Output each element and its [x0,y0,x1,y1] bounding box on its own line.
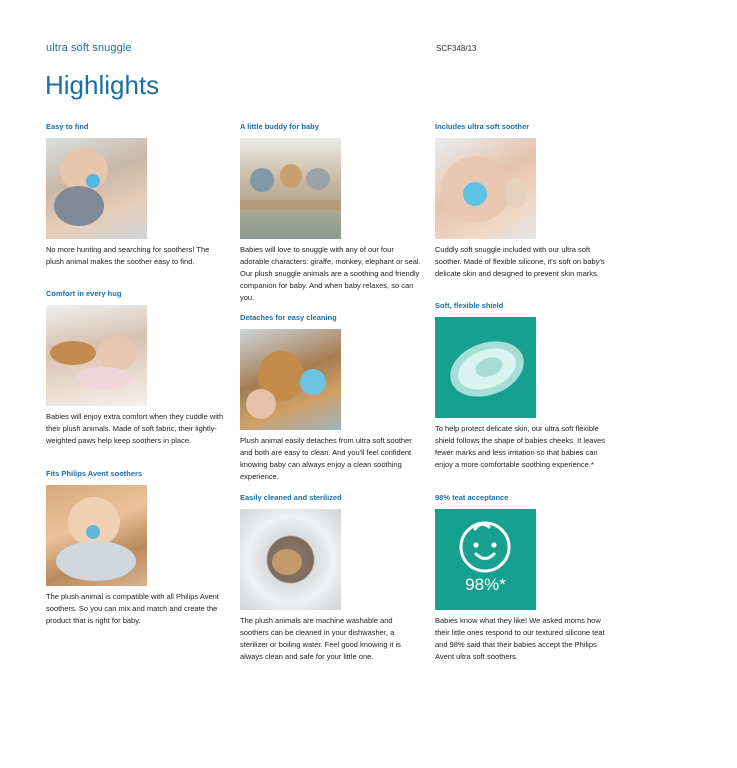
feature-title: Includes ultra soft soother [435,122,530,131]
acceptance-badge [435,509,536,610]
washing-machine-photo [240,509,341,610]
feature-title: Easily cleaned and sterilized [240,493,342,502]
feature-text: The plush animal is compatible with all Philips Avent soothers. So you can mix and match and create the product that is right for baby. [46,592,219,625]
product-name: ultra soft snuggle [46,42,132,54]
feature-text: To help protect delicate skin, our ultra soft flexible shield follows the shape of babies cheeks. It leaves fewer marks and less irritation so that babies can enjoy a more comfortable soothing experience.* [435,424,606,469]
feature-title: Fits Philips Avent soothers [46,469,143,478]
baby-cuddling-photo [46,305,147,406]
feature-text: No more hunting and searching for soothers! The plush animal makes the soother easy to find. [46,245,210,266]
feature-cleaned [240,493,422,663]
percent-label: 98%* [465,575,506,594]
feature-text: The plush animals are machine washable and soothers can be cleaned in your dishwasher, a sterilizer or boiling water. Feel good knowing it is always clean and safe for your little one. [240,616,401,661]
plush-animals-photo [240,138,341,239]
feature-title: Soft, flexible shield [435,301,504,310]
feature-text: Babies know what they like! We asked moms how their little ones respond to our textured silicone teat and 98% said that their babies accept the Philips Avent ultra soft soothers. [435,616,605,661]
feature-text: Babies will enjoy extra comfort when they cuddle with their plush animals. Made of soft fabric, their lightly-weighted paws help keep soothers in place. [46,412,224,445]
feature-detaches [240,313,422,483]
feature-text: Plush animal easily detaches from ultra soft soother and both are easy to clean. And you'll feel confident knowing baby can always enjoy a clean soothing experience. [240,436,412,481]
feature-title: 98% teat acceptance [435,493,509,502]
feature-title: Detaches for easy cleaning [240,313,337,322]
feature-text: Cuddly soft snuggle included with our ultra soft soother. Made of flexible silicone, it's soft on baby's delicate skin and designed to prevent skin marks. [435,245,605,278]
baby-with-plush-photo [46,138,147,239]
feature-little-buddy [240,122,422,304]
feature-flexible-shield [435,301,617,471]
feature-title: Comfort in every hug [46,289,122,298]
baby-with-soother-photo [435,138,536,239]
product-code: SCF348/13 [436,44,477,53]
page-title: Highlights [45,70,160,100]
feature-title: A little buddy for baby [240,122,319,131]
feature-fits-avent [46,469,228,627]
feature-comfort [46,289,228,447]
soother-shield-image [435,317,536,418]
soother-icon [435,317,536,418]
feature-title: Easy to find [46,122,89,131]
feature-text: Babies will love to snuggle with any of our four adorable characters: giraffe, monkey, elephant or seal. Our plush snuggle animals are a soothing and friendly companion for baby. And when baby relaxes, so can you. [240,245,421,302]
detaching-plush-photo [240,329,341,430]
baby-with-giraffe-photo [46,485,147,586]
feature-teat-acceptance [435,493,617,663]
feature-easy-to-find [46,122,228,268]
feature-includes-soother [435,122,617,280]
